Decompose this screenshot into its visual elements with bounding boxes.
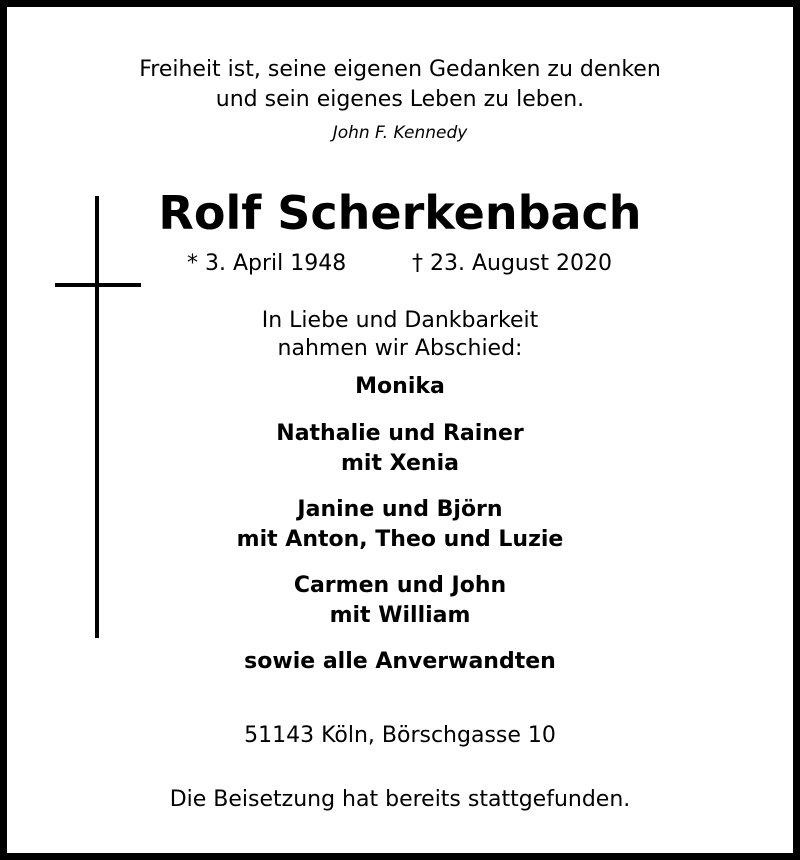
quote-line-2: und sein eigenes Leben zu leben. [215, 87, 585, 112]
mourner-line: mit Xenia [341, 451, 459, 476]
quote-line-1: Freiheit ist, seine eigenen Gedanken zu denken [139, 57, 661, 82]
mourner-line: Monika [355, 374, 445, 399]
mourner-line: sowie alle Anverwandten [244, 649, 556, 674]
burial-note: Die Beisetzung hat bereits stattgefunden. [169, 787, 631, 812]
intro-line-1: In Liebe und Dankbarkeit [261, 308, 539, 333]
mourner-line: mit Anton, Theo und Luzie [236, 527, 564, 552]
intro-line-2: nahmen wir Abschied: [277, 336, 523, 361]
death-date: † 23. August 2020 [412, 251, 612, 276]
deceased-name: Rolf Scherkenbach [158, 186, 642, 240]
cross-horizontal-bar [55, 283, 141, 287]
mourner-line: Carmen und John [293, 573, 507, 598]
cross-vertical-bar [95, 196, 99, 638]
birth-date: * 3. April 1948 [187, 251, 347, 276]
address: 51143 Köln, Börschgasse 10 [244, 723, 556, 748]
mourner-line: mit William [329, 603, 471, 628]
mourner-line: Nathalie und Rainer [276, 421, 524, 446]
quote-author: John F. Kennedy [332, 123, 468, 143]
mourner-line: Janine und Björn [297, 497, 503, 522]
